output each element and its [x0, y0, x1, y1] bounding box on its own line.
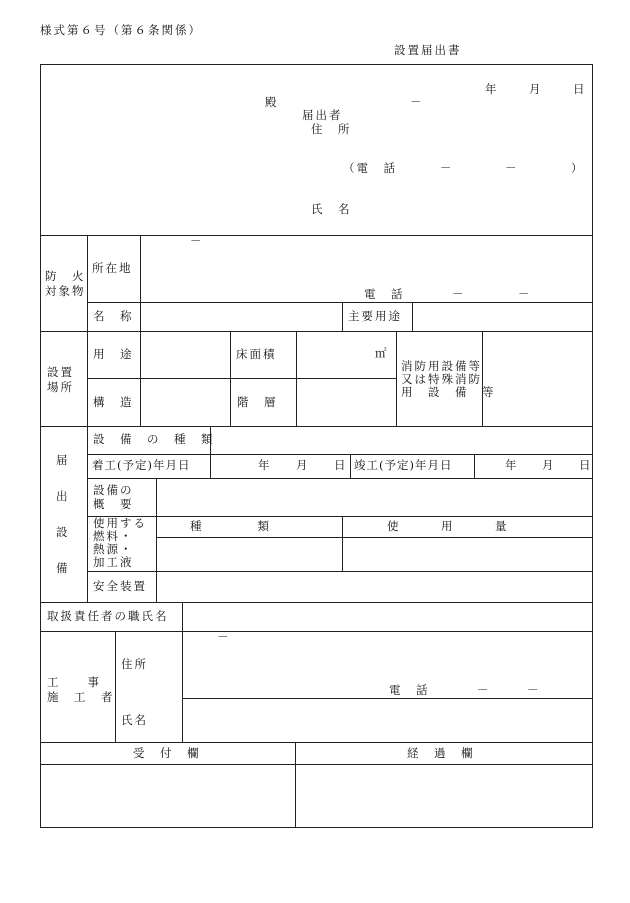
form-title: 設置届出書 [394, 43, 462, 57]
equipment-group-char-4: 備 [56, 561, 70, 575]
fuel-label: 使用する 燃料・ 熱源・ 加工液 [93, 516, 147, 569]
start-year: 年 [258, 458, 272, 472]
completion-month: 月 [542, 458, 556, 472]
contractor-phone-label: 電 話 [389, 683, 430, 697]
applicant-label: 届出者 [302, 108, 343, 122]
start-month: 月 [296, 458, 310, 472]
site-group-label: 設置 場所 [47, 365, 74, 394]
addressee-label: 殿 [265, 95, 279, 109]
applicant-address-label: 住 所 [311, 122, 352, 136]
location-phone-dash-1: － [452, 287, 466, 301]
equipment-group-char-1: 届 [56, 453, 70, 467]
applicant-name-label: 氏 名 [311, 202, 352, 216]
contractor-address-dash: － [217, 630, 231, 644]
floor-label: 階 層 [237, 395, 278, 409]
reception-label: 受 付 欄 [133, 746, 201, 760]
address-dash: － [410, 95, 424, 109]
form-number: 様式第６号（第６条関係） [40, 23, 202, 37]
location-phone-label: 電 話 [364, 287, 405, 301]
equipment-type-label: 設 備 の 種 類 [93, 432, 215, 446]
safety-device-label: 安全装置 [93, 579, 147, 593]
border-left [40, 64, 41, 828]
area-unit: ㎡ [375, 346, 389, 360]
border-top [40, 64, 593, 65]
fire-equipment-label: 消防用設備等 又は特殊消防 用 設 備 等 [401, 359, 496, 399]
date-year: 年 [485, 82, 499, 96]
phone-open: （電 話 [343, 161, 397, 175]
main-use-label: 主要用途 [348, 309, 402, 323]
phone-close: ） [571, 161, 585, 175]
completion-date-label: 竣工(予定)年月日 [354, 458, 453, 472]
amount-header: 使 用 量 [387, 519, 509, 533]
contractor-name-label: 氏名 [121, 713, 148, 727]
completion-year: 年 [505, 458, 519, 472]
border-right [592, 64, 593, 828]
location-label: 所在地 [92, 261, 133, 275]
date-day: 日 [573, 82, 587, 96]
equipment-group-char-2: 出 [56, 489, 70, 503]
start-date-label: 着工(予定)年月日 [92, 458, 191, 472]
contractor-phone-dash-1: － [477, 683, 491, 697]
fire-target-group-label: 防 火 対象物 [45, 269, 86, 298]
equipment-summary-label: 設備の 概 要 [93, 483, 134, 511]
phone-dash-2: － [505, 161, 519, 175]
contractor-address-label: 住所 [121, 657, 148, 671]
contractor-phone-dash-2: － [527, 683, 541, 697]
location-dash: － [190, 234, 204, 248]
phone-dash-1: － [440, 161, 454, 175]
site-use-label: 用 途 [93, 347, 134, 361]
date-month: 月 [529, 82, 543, 96]
kind-header: 種 類 [190, 519, 271, 533]
manager-label: 取扱責任者の職氏名 [47, 609, 169, 623]
structure-label: 構 造 [93, 395, 134, 409]
completion-day: 日 [579, 458, 593, 472]
start-day: 日 [334, 458, 348, 472]
floor-area-label: 床面積 [236, 347, 277, 361]
border-bottom [40, 827, 593, 828]
target-name-label: 名 称 [93, 309, 134, 323]
location-phone-dash-2: － [518, 287, 532, 301]
contractor-group-label: 工 事 施 工 者 [47, 675, 115, 704]
equipment-group-char-3: 設 [56, 525, 70, 539]
progress-label: 経 過 欄 [407, 746, 475, 760]
